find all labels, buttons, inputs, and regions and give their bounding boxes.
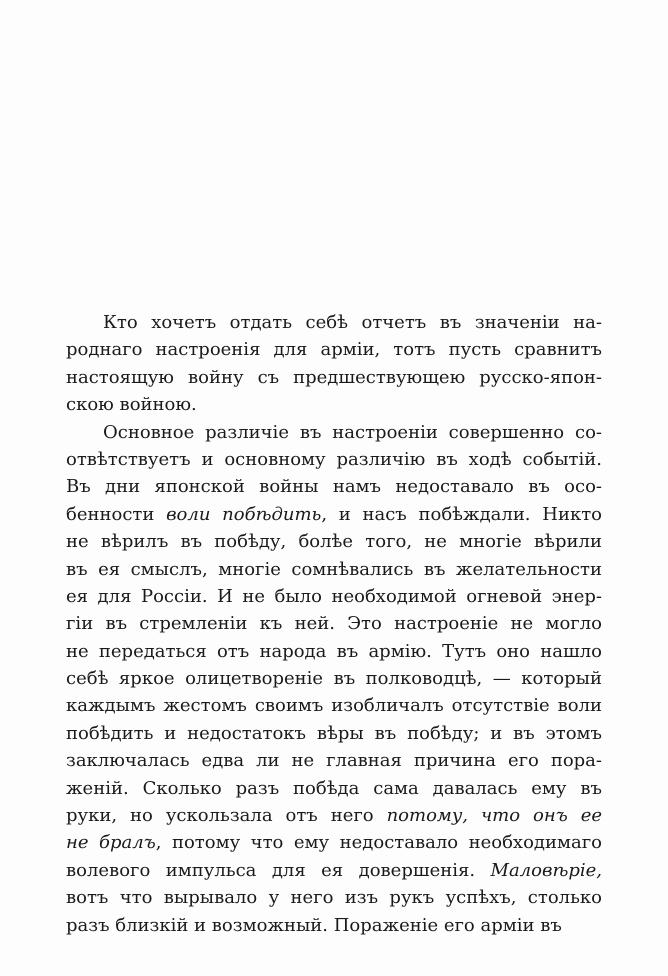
body-text: [66, 309, 602, 939]
text-line: [66, 610, 602, 637]
text-line: [66, 391, 602, 418]
text-segment: , потому что ему недоставало необходимаго: [155, 832, 602, 854]
text-line: [66, 665, 602, 692]
italic-text: воли побѣдить: [166, 503, 322, 525]
text-segment: настоящую войну съ предшествующею русско-япон-: [66, 366, 602, 388]
text-segment: руки, но ускользала отъ него: [66, 805, 387, 827]
text-segment: вотъ что вырывало у него изъ рукъ успѣхъ, столько: [66, 887, 602, 909]
text-line: [66, 473, 602, 500]
text-line: [66, 857, 602, 884]
text-line: [66, 336, 602, 363]
text-segment: роднаго настроенiя для армiи, тотъ пусть сравнитъ: [66, 339, 602, 361]
text-segment: не передаться отъ народа въ армiю. Тутъ оно нашло: [66, 640, 602, 662]
text-line: [66, 309, 602, 336]
text-line: [66, 364, 602, 391]
text-segment: Основное различiе въ настроенiи совершенно со-: [103, 421, 602, 443]
text-line: [66, 556, 602, 583]
text-segment: ея для Россiи. И не было необходимой огневой энер-: [66, 585, 602, 607]
text-line: [66, 884, 602, 911]
italic-text: потому, что онъ ее: [386, 805, 602, 827]
text-segment: побѣдить и недостатокъ вѣры въ побѣду; и въ этомъ: [66, 722, 602, 744]
italic-text: Маловѣрiе,: [490, 859, 602, 881]
text-segment: скою войною.: [66, 394, 197, 416]
text-line: [66, 638, 602, 665]
text-segment: въ ея смыслъ, многiе сомнѣвались въ желательности: [66, 558, 602, 580]
text-segment: волевого импульса для ея довершенiя.: [66, 859, 491, 881]
text-segment: женiй. Сколько разъ побѣда сама давалась ему въ: [66, 777, 602, 799]
text-line: [66, 829, 602, 856]
text-line: [66, 912, 602, 939]
text-line: [66, 583, 602, 610]
text-line: [66, 747, 602, 774]
text-line: [66, 419, 602, 446]
text-segment: заключалась едва ли не главная причина его пора-: [66, 750, 602, 772]
text-segment: Кто хочетъ отдать себѣ отчетъ въ значенiи на-: [103, 312, 602, 333]
text-segment: не вѣрилъ въ побѣду, болѣе того, не многiе вѣрили: [66, 531, 602, 553]
text-segment: , и насъ побѣждали. Никто: [321, 503, 602, 525]
paragraph: [66, 309, 602, 419]
text-line: [66, 528, 602, 555]
text-line: [66, 720, 602, 747]
text-line: [66, 775, 602, 802]
text-segment: разъ близкiй и возможный. Пораженiе его армiи въ: [66, 914, 562, 936]
text-segment: отвѣтствуетъ и основному различiю въ ходѣ событiй.: [66, 448, 602, 470]
text-segment: каждымъ жестомъ своимъ изобличалъ отсутствiе воли: [66, 695, 602, 717]
paragraph: [66, 419, 602, 939]
text-line: [66, 802, 602, 829]
italic-text: не бралъ: [66, 832, 156, 854]
text-line: [66, 692, 602, 719]
text-line: [66, 501, 602, 528]
text-segment: Въ дни японской войны намъ недоставало въ осо-: [66, 476, 602, 498]
text-segment: себѣ яркое олицетворенiе въ полководцѣ, — который: [66, 668, 602, 690]
text-line: [66, 446, 602, 473]
text-segment: гiи въ стремленiи къ ней. Это настроенiе не могло: [66, 613, 602, 635]
text-segment: бенности: [66, 503, 167, 525]
